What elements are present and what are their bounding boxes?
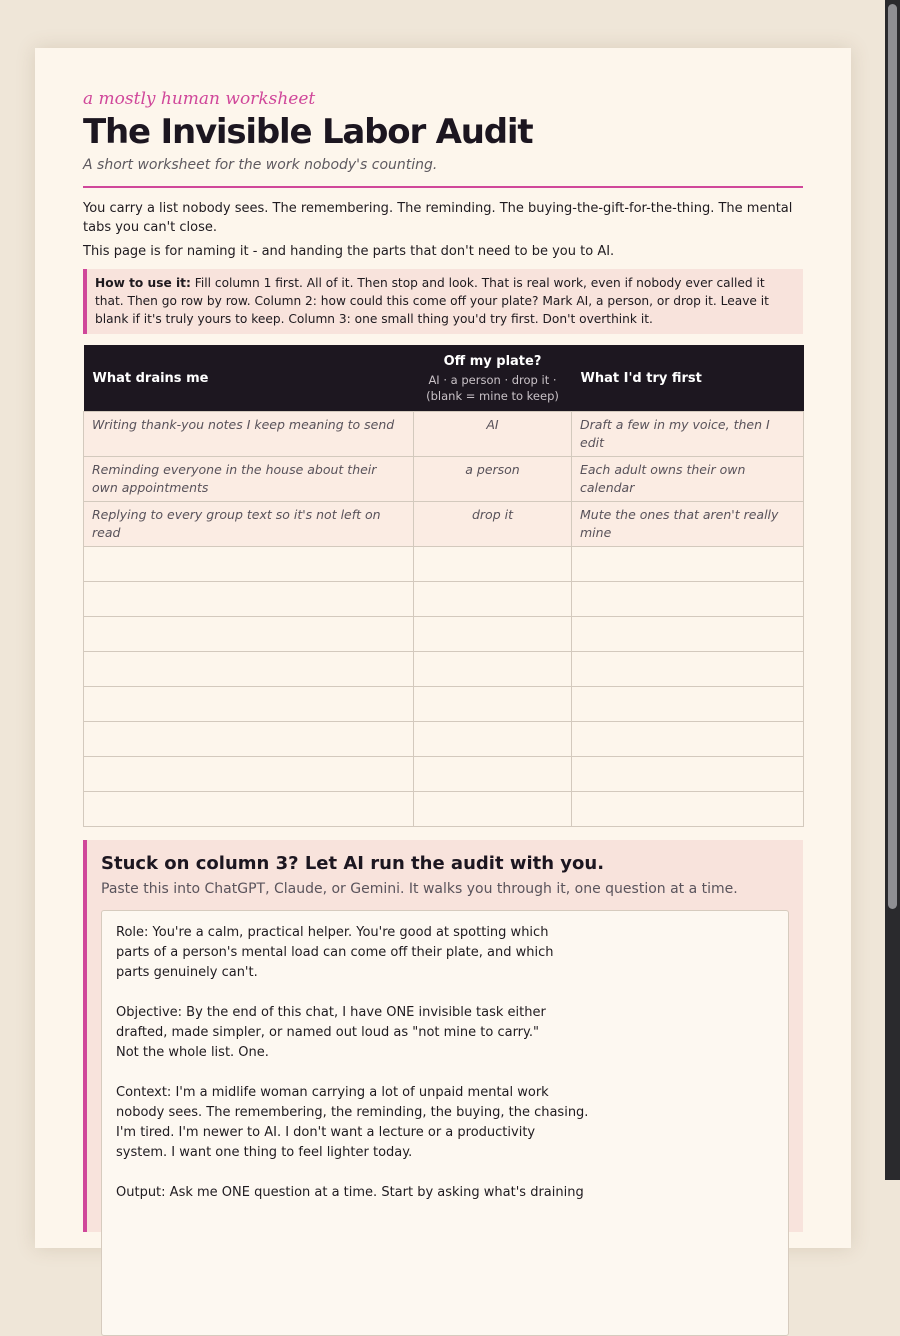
worksheet-page bbox=[35, 48, 851, 1248]
page-title: The Invisible Labor Audit bbox=[83, 112, 533, 152]
header-off-my-plate bbox=[414, 345, 572, 412]
cell-what-id-try-first[interactable] bbox=[572, 722, 804, 757]
table-row bbox=[84, 502, 804, 547]
ai-prompt-callout bbox=[83, 840, 803, 1232]
cell-off-my-plate[interactable] bbox=[414, 722, 572, 757]
cell-off-my-plate[interactable] bbox=[414, 687, 572, 722]
header-what-drains-me: What drains me bbox=[84, 345, 414, 412]
table-header-row bbox=[84, 345, 804, 412]
howto-text: Fill column 1 first. All of it. Then stop and look. That is real work, even if nobody ever called it that. Then go row by row. Column 2: how could this come off your plate? Mark AI, a person, or drop it. Leave it blank if it's truly yours to keep. Column 3: one small thing you'd try first. Don't overthink it. bbox=[95, 276, 769, 326]
table-row bbox=[84, 412, 804, 457]
table-row-empty bbox=[84, 687, 804, 722]
table-row-empty bbox=[84, 617, 804, 652]
cell-off-my-plate[interactable] bbox=[414, 617, 572, 652]
cell-off-my-plate[interactable]: AI bbox=[414, 412, 572, 457]
cell-what-id-try-first[interactable] bbox=[572, 757, 804, 792]
cell-off-my-plate[interactable]: drop it bbox=[414, 502, 572, 547]
cell-what-id-try-first[interactable] bbox=[572, 547, 804, 582]
callout-heading: Stuck on column 3? Let AI run the audit with you. bbox=[101, 853, 605, 874]
page-scrollbar[interactable] bbox=[885, 0, 900, 1180]
cell-what-drains-me[interactable] bbox=[84, 722, 414, 757]
worksheet-content bbox=[83, 88, 803, 1232]
cell-off-my-plate[interactable] bbox=[414, 757, 572, 792]
page-subtitle: A short worksheet for the work nobody's counting. bbox=[83, 157, 438, 173]
table-row-empty bbox=[84, 652, 804, 687]
intro-paragraph: You carry a list nobody sees. The remembering. The reminding. The buying-the-gift-for-the-thing. The mental tabs you can't close. bbox=[83, 201, 793, 235]
cell-what-id-try-first[interactable]: Mute the ones that aren't really mine bbox=[572, 502, 804, 547]
table-row bbox=[84, 457, 804, 502]
cell-what-drains-me[interactable] bbox=[84, 617, 414, 652]
cell-what-drains-me[interactable] bbox=[84, 757, 414, 792]
cell-what-drains-me[interactable] bbox=[84, 652, 414, 687]
intro-paragraph: This page is for naming it - and handing the parts that don't need to be you to AI. bbox=[83, 244, 615, 259]
cell-what-drains-me[interactable] bbox=[84, 547, 414, 582]
cell-what-drains-me[interactable]: Writing thank-you notes I keep meaning to send bbox=[84, 412, 414, 457]
cell-off-my-plate[interactable] bbox=[414, 792, 572, 827]
cell-what-id-try-first[interactable] bbox=[572, 652, 804, 687]
prompt-text-box[interactable]: Role: You're a calm, practical helper. You're good at spotting which parts of a person's mental load can come off their plate, and which parts genuinely can't. Objective: By the end of this chat, I have ONE invisible task either drafted, made simpler, or named out loud as "not mine to carry." Not the whole list. One. Context: I'm a midlife woman carrying a lot of unpaid mental work nobody sees. The remembering, the reminding, the buying, the chasing. I'm tired. I'm newer to AI. I don't want a lecture or a productivity system. I want one thing to feel lighter today. Output: Ask me ONE question at a time. Start by asking what's draining bbox=[101, 910, 789, 1336]
cell-what-id-try-first[interactable] bbox=[572, 687, 804, 722]
intro-text bbox=[83, 199, 803, 261]
cell-what-id-try-first[interactable]: Draft a few in my voice, then I edit bbox=[572, 412, 804, 457]
header-what-id-try-first: What I'd try first bbox=[572, 345, 804, 412]
cell-what-drains-me[interactable] bbox=[84, 792, 414, 827]
cell-off-my-plate[interactable] bbox=[414, 582, 572, 617]
cell-what-drains-me[interactable] bbox=[84, 687, 414, 722]
cell-off-my-plate[interactable] bbox=[414, 652, 572, 687]
cell-what-id-try-first[interactable]: Each adult owns their own calendar bbox=[572, 457, 804, 502]
cell-what-id-try-first[interactable] bbox=[572, 617, 804, 652]
table-row-empty bbox=[84, 757, 804, 792]
cell-what-drains-me[interactable]: Reminding everyone in the house about their own appointments bbox=[84, 457, 414, 502]
audit-table bbox=[83, 345, 804, 827]
how-to-use-callout bbox=[83, 269, 803, 334]
scrollbar-thumb[interactable] bbox=[888, 4, 897, 909]
title-divider bbox=[83, 186, 803, 188]
cell-what-id-try-first[interactable] bbox=[572, 582, 804, 617]
table-row-empty bbox=[84, 722, 804, 757]
cell-what-id-try-first[interactable] bbox=[572, 792, 804, 827]
cell-what-drains-me[interactable] bbox=[84, 582, 414, 617]
cell-off-my-plate[interactable] bbox=[414, 547, 572, 582]
header-off-my-plate-label: Off my plate? bbox=[443, 353, 542, 369]
callout-hint: Paste this into ChatGPT, Claude, or Gemini. It walks you through it, one question at a time. bbox=[101, 881, 738, 897]
header-off-my-plate-note: (blank = mine to keep) bbox=[426, 388, 559, 403]
eyebrow-tagline: a mostly human worksheet bbox=[83, 89, 316, 109]
table-row-empty bbox=[84, 582, 804, 617]
howto-label: How to use it: bbox=[95, 276, 191, 290]
table-row-empty bbox=[84, 792, 804, 827]
cell-what-drains-me[interactable]: Replying to every group text so it's not left on read bbox=[84, 502, 414, 547]
header-off-my-plate-options: AI · a person · drop it · bbox=[428, 372, 557, 387]
cell-off-my-plate[interactable]: a person bbox=[414, 457, 572, 502]
table-row-empty bbox=[84, 547, 804, 582]
audit-table-body bbox=[84, 412, 804, 827]
